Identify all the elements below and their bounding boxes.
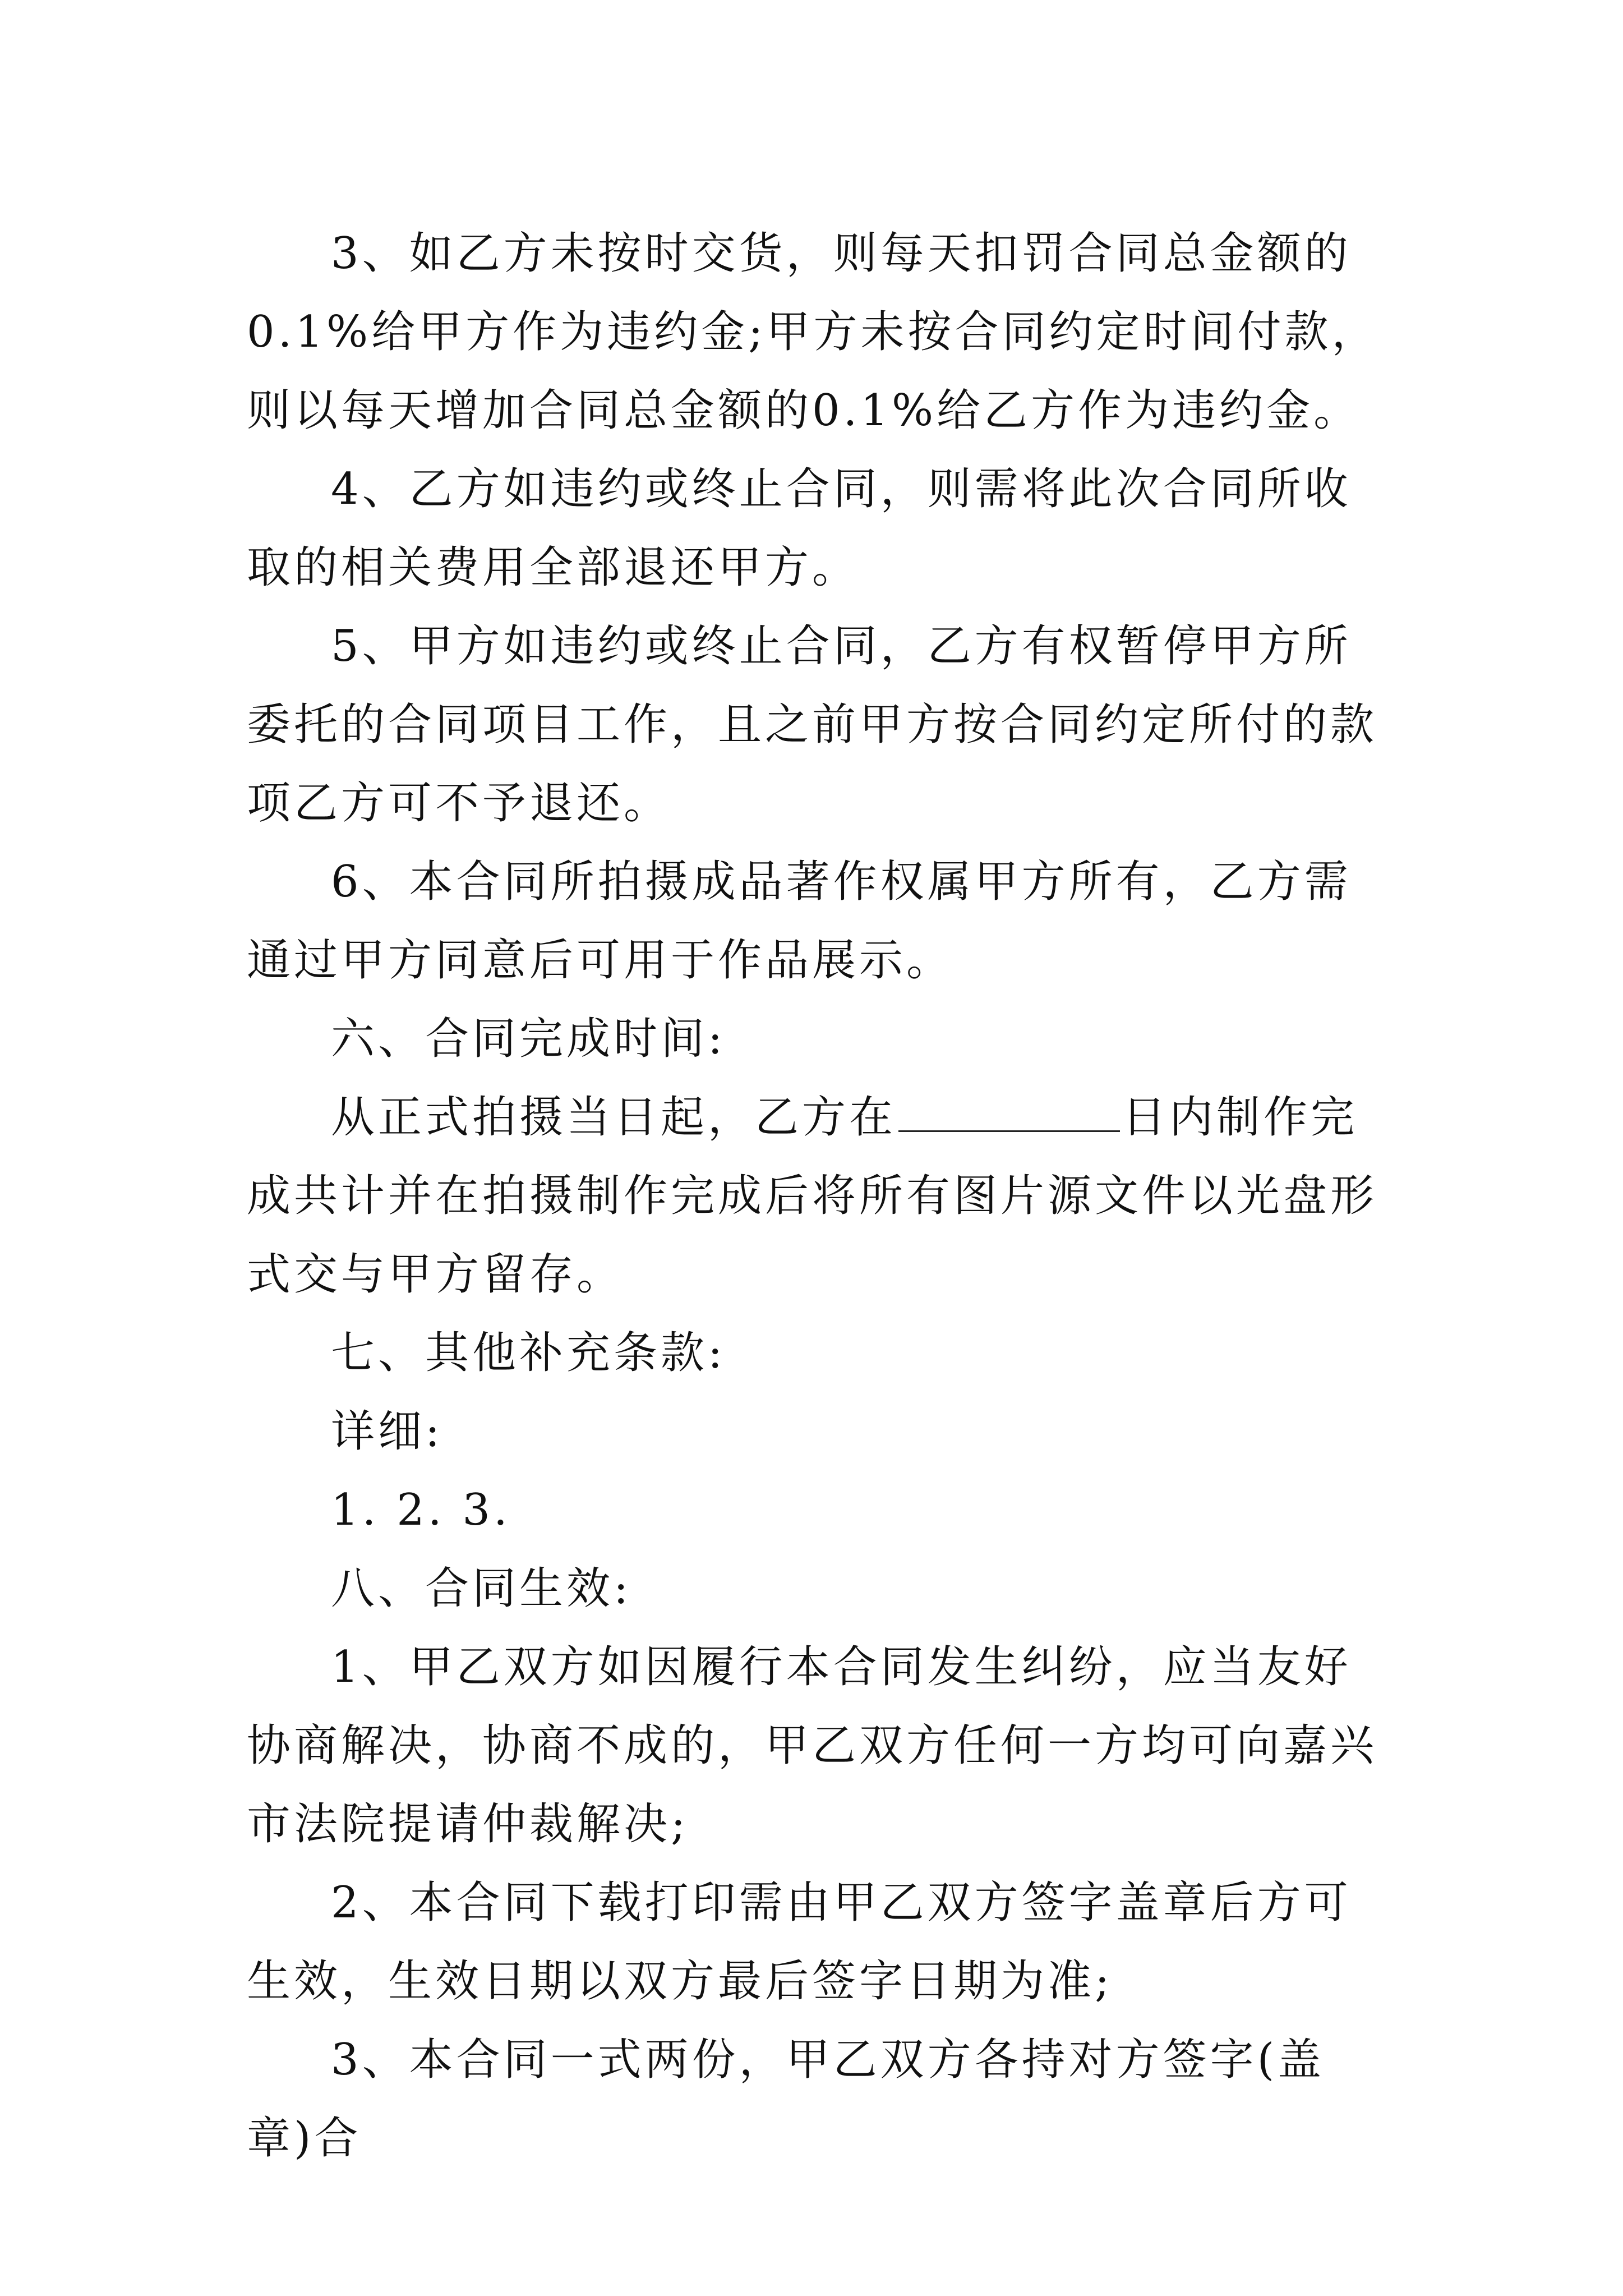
days-blank-field[interactable] <box>898 1093 1120 1132</box>
section-7-heading: 七、其他补充条款: <box>331 1328 726 1378</box>
document-body <box>247 214 1391 2178</box>
effect-clause-2-signature: 2、本合同下载打印需由甲乙双方签字盖章后方可生效，生效日期以双方最后签字日期为准; <box>247 1878 1352 2007</box>
effect-clause-1-dispute: 1、甲乙双方如因履行本合同发生纠纷，应当友好协商解决，协商不成的，甲乙双方任何一方均可向嘉兴市法院提请仲裁解决; <box>247 1642 1378 1849</box>
clause-3-penalty: 3、如乙方未按时交货，则每天扣罚合同总金额的0.1%给甲方作为违约金;甲方未按合同约定时间付款，则以每天增加合同总金额的0.1%给乙方作为违约金。 <box>247 228 1379 436</box>
clause-5-party-a-breach: 5、甲方如违约或终止合同，乙方有权暂停甲方所委托的合同项目工作，且之前甲方按合同约定所付的款项乙方可不予退还。 <box>247 621 1378 829</box>
details-label: 详细: <box>331 1406 444 1457</box>
details-list: 1. 2. 3. <box>331 1485 511 1535</box>
section-8-heading: 八、合同生效: <box>331 1563 632 1614</box>
clause-4-party-b-breach: 4、乙方如违约或终止合同，则需将此次合同所收取的相关费用全部退还甲方。 <box>247 464 1352 593</box>
effect-clause-3-copies: 3、本合同一式两份，甲乙双方各持对方签字(盖章)合 <box>247 2035 1325 2164</box>
completion-time-paragraph <box>247 1078 1391 1314</box>
completion-text-before: 从正式拍摄当日起，乙方在 <box>331 1092 897 1143</box>
section-6-heading: 六、合同完成时间: <box>331 1014 726 1064</box>
clause-6-copyright: 6、本合同所拍摄成品著作权属甲方所有，乙方需通过甲方同意后可用于作品展示。 <box>247 857 1352 986</box>
completion-text-after: 日内制作完成共计并在拍摄制作完成后将所有图片源文件以光盘形式交与甲方留存。 <box>247 1092 1378 1300</box>
